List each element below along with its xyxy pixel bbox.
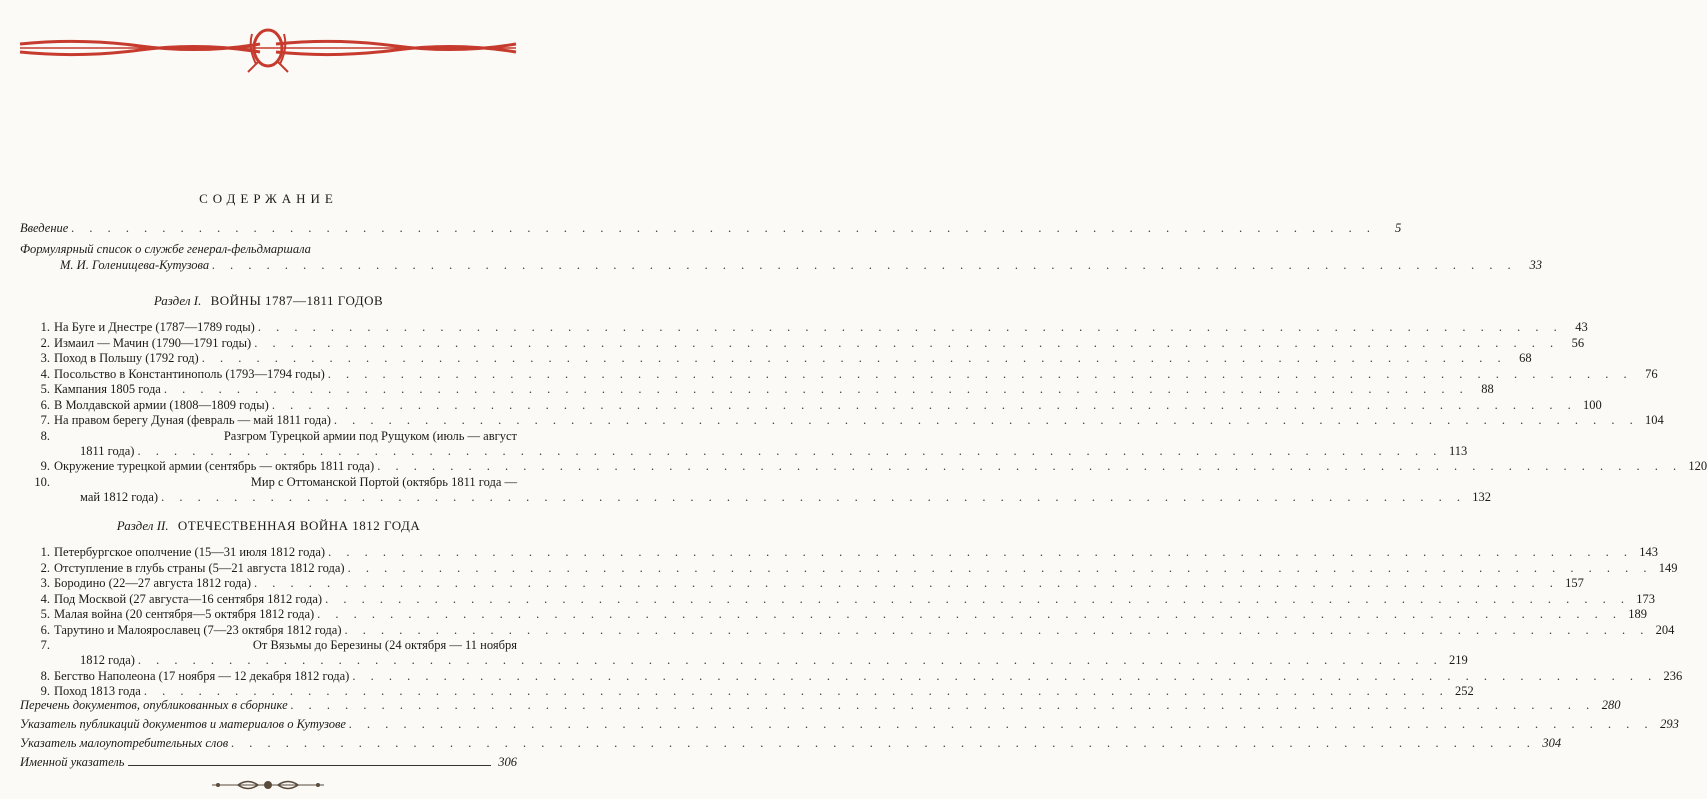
section-label: Раздел II. [116, 518, 169, 533]
entry-page-number: 149 [1658, 560, 1678, 575]
entry-number: 3. [40, 351, 50, 365]
entry-title: Отступление в глубь страны (5—21 августа 1812 года) [54, 560, 345, 575]
entry-page-number: 100 [1582, 397, 1602, 412]
entry-title: Указатель публикаций документов и материалов о Кутузове [20, 717, 346, 731]
dot-leader: . . . . . . . . . . . . . . . . . . . . . . . . . . . . . . . . . . . . . . . . . . . . . . . . . . . . . . . . . . . . . . . . . . . . . . . . [328, 545, 1633, 559]
toc-entry [20, 622, 1675, 638]
entry-number: 10. [34, 474, 50, 489]
section-title: ВОЙНЫ 1787—1811 ГОДОВ [210, 293, 384, 308]
entry-number: 7. [40, 413, 50, 427]
toc-entry [20, 637, 517, 653]
entry-page-number: 304 [1542, 736, 1562, 750]
entry-title: Бегство Наполеона (17 ноября — 12 декабря 1812 года) [54, 668, 350, 683]
toc-entry [20, 668, 1683, 684]
entry-number: 5. [40, 607, 50, 621]
entry-page-number: 104 [1645, 413, 1664, 427]
entry-title: В Молдавской армии (1808—1809 годы) [54, 397, 269, 412]
dot-leader: . . . . . . . . . . . . . . . . . . . . . . . . . . . . . . . . . . . . . . . . . . . . . . . . . . . . . . . . . . . . . . . . . . . . . . . . [348, 717, 1654, 731]
section-label: Раздел I. [153, 293, 202, 308]
toc-entry [20, 220, 1402, 236]
entry-title: Малая война (20 сентября—5 октября 1812 года) [54, 607, 315, 621]
dot-leader: . . . . . . . . . . . . . . . . . . . . . . . . . . . . . . . . . . . . . . . . . . . . . . . . . . . . . . . . . . . . . . . . . . . . . . . . [254, 576, 1559, 590]
toc-entry [20, 697, 1621, 713]
entry-title: Поход 1813 года [54, 684, 141, 698]
section-title: ОТЕЧЕСТВЕННАЯ ВОЙНА 1812 ГОДА [177, 518, 421, 533]
toc-entry [20, 716, 1679, 732]
toc-entry [20, 458, 1707, 474]
entry-page-number: 189 [1628, 607, 1648, 621]
dot-leader: . . . . . . . . . . . . . . . . . . . . . . . . . . . . . . . . . . . . . . . . . . . . . . . . . . . . . . . . . . . . . . . . . . . . . . . . [71, 221, 1377, 235]
toc-entry [20, 350, 1532, 366]
entry-page-number: 219 [1449, 653, 1468, 667]
dot-leader: . . . . . . . . . . . . . . . . . . . . . . . . . . . . . . . . . . . . . . . . . . . . . . . . . . . . . . . . . . . . . . . . . . . . . . . . [163, 382, 1469, 396]
entry-page-number: 88 [1481, 382, 1494, 396]
entry-page-number: 280 [1601, 698, 1621, 712]
toc-entry [20, 606, 1648, 622]
entry-title: М. И. Голенищева-Кутузова [60, 258, 210, 272]
toc-entry [20, 366, 1658, 382]
toc-entry [20, 241, 517, 257]
entry-page-number: 157 [1565, 576, 1584, 590]
entry-title: Измаил — Мачин (1790—1791 годы) [54, 335, 252, 350]
dot-leader: . . . . . . . . . . . . . . . . . . . . . . . . . . . . . . . . . . . . . . . . . . . . . . . . . . . . . . . . . . . . . . . . . . . . . . . . [344, 622, 1650, 637]
toc-entry-continuation [20, 443, 1468, 459]
entry-title: Мир с Оттоманской Портой (октябрь 1811 года — [250, 474, 517, 489]
dot-leader: . . . . . . . . . . . . . . . . . . . . . . . . . . . . . . . . . . . . . . . . . . . . . . . . . . . . . . . . . . . . . . . . . . . . . . . . [143, 684, 1449, 698]
toc-entry-continuation [20, 257, 1542, 273]
leader-line [128, 764, 491, 766]
entry-page-number: 33 [1529, 258, 1542, 272]
entry-page-number: 252 [1454, 684, 1474, 698]
entry-number: 5. [40, 382, 50, 396]
toc-entry [20, 381, 1494, 397]
entry-title: Указатель малоупотребительных слов [20, 736, 229, 750]
entry-title: Поход в Польшу (1792 год) [54, 351, 199, 365]
entry-number: 9. [40, 459, 50, 473]
dot-leader: . . . . . . . . . . . . . . . . . . . . . . . . . . . . . . . . . . . . . . . . . . . . . . . . . . . . . . . . . . . . . . . . . . . . . . . . [327, 366, 1633, 381]
entry-title: Петербургское ополчение (15—31 июля 1812 года) [54, 545, 326, 559]
entry-title: Посольство в Константинополь (1793—1794 годы) [54, 366, 325, 381]
entry-number: 8. [40, 668, 50, 683]
page-title: СОДЕРЖАНИЕ [199, 191, 338, 206]
toc-entry [20, 319, 1588, 335]
dot-leader: . . . . . . . . . . . . . . . . . . . . . . . . . . . . . . . . . . . . . . . . . . . . . . . . . . . . . . . . . . . . . . . . . . . . . . . . [254, 335, 1560, 350]
entry-number: 2. [40, 560, 50, 575]
toc-entry [20, 335, 1585, 351]
toc-entry [20, 428, 517, 444]
entry-page-number: 306 [498, 755, 517, 769]
entry-title: май 1812 года) [80, 489, 159, 504]
toc-entry [20, 591, 1655, 607]
entry-number: 6. [40, 397, 50, 412]
dot-leader: . . . . . . . . . . . . . . . . . . . . . . . . . . . . . . . . . . . . . . . . . . . . . . . . . . . . . . . . . . . . . . . . . . . . . . . . [271, 397, 1577, 412]
entry-title: 1812 года) [80, 653, 135, 667]
header-ribbon-ornament [20, 24, 516, 74]
entry-number: 3. [40, 576, 50, 590]
dot-leader: . . . . . . . . . . . . . . . . . . . . . . . . . . . . . . . . . . . . . . . . . . . . . . . . . . . . . . . . . . . . . . . . . . . . . . . . [257, 320, 1563, 334]
section-heading-1 [0, 293, 537, 309]
dot-leader: . . . . . . . . . . . . . . . . . . . . . . . . . . . . . . . . . . . . . . . . . . . . . . . . . . . . . . . . . . . . . . . . . . . . . . . . [201, 351, 1507, 365]
toc-entry [20, 544, 1658, 560]
entry-number: 1. [40, 545, 50, 559]
entry-title: Формулярный список о службе генерал-фельдмаршала [20, 242, 311, 256]
toc-entry [20, 397, 1602, 413]
dot-leader: . . . . . . . . . . . . . . . . . . . . . . . . . . . . . . . . . . . . . . . . . . . . . . . . . . . . . . . . . . . . . . . . . . . . . . . . [212, 258, 1517, 272]
entry-page-number: 143 [1639, 545, 1658, 559]
entry-number: 4. [40, 591, 50, 606]
entry-page-number: 76 [1645, 366, 1658, 381]
entry-page-number: 120 [1688, 459, 1707, 473]
dot-leader: . . . . . . . . . . . . . . . . . . . . . . . . . . . . . . . . . . . . . . . . . . . . . . . . . . . . . . . . . . . . . . . . . . . . . . . . [347, 560, 1653, 575]
dot-leader: . . . . . . . . . . . . . . . . . . . . . . . . . . . . . . . . . . . . . . . . . . . . . . . . . . . . . . . . . . . . . . . . . . . . . . . . [137, 443, 1443, 458]
toc-entry [20, 735, 1562, 751]
dot-leader: . . . . . . . . . . . . . . . . . . . . . . . . . . . . . . . . . . . . . . . . . . . . . . . . . . . . . . . . . . . . . . . . . . . . . . . . [290, 698, 1596, 712]
entry-number: 7. [40, 638, 50, 652]
dot-leader: . . . . . . . . . . . . . . . . . . . . . . . . . . . . . . . . . . . . . . . . . . . . . . . . . . . . . . . . . . . . . . . . . . . . . . . . [352, 668, 1658, 683]
entry-title: Разгром Турецкой армии под Рущуком (июль — август [223, 428, 517, 443]
entry-title: Окружение турецкой армии (сентябрь — октябрь 1811 года) [54, 459, 375, 473]
entry-page-number: 293 [1660, 717, 1679, 731]
dot-leader: . . . . . . . . . . . . . . . . . . . . . . . . . . . . . . . . . . . . . . . . . . . . . . . . . . . . . . . . . . . . . . . . . . . . . . . . [161, 489, 1466, 504]
footer-ornament [208, 776, 328, 794]
entry-title: Под Москвой (27 августа—16 сентября 1812 года) [54, 591, 323, 606]
entry-page-number: 68 [1519, 351, 1532, 365]
toc-entry [20, 474, 517, 490]
entry-title: Введение [20, 221, 69, 235]
entry-page-number: 43 [1575, 320, 1588, 334]
entry-number: 6. [40, 622, 50, 637]
entry-number: 9. [40, 684, 50, 698]
toc-entry-continuation [20, 652, 1468, 668]
toc-entry [20, 754, 517, 770]
entry-page-number: 132 [1472, 489, 1491, 504]
entry-number: 1. [40, 320, 50, 334]
entry-title: На Буге и Днестре (1787—1789 годы) [54, 320, 255, 334]
toc-entry [20, 412, 1664, 428]
entry-title: Бородино (22—27 августа 1812 года) [54, 576, 252, 590]
entry-page-number: 56 [1571, 335, 1585, 350]
entry-number: 2. [40, 335, 50, 350]
entry-title: Тарутино и Малоярославец (7—23 октября 1812 года) [54, 622, 342, 637]
dot-leader: . . . . . . . . . . . . . . . . . . . . . . . . . . . . . . . . . . . . . . . . . . . . . . . . . . . . . . . . . . . . . . . . . . . . . . . . [231, 736, 1537, 750]
entry-title: 1811 года) [80, 443, 135, 458]
entry-title: На правом берегу Дуная (февраль — май 1811 года) [54, 413, 331, 427]
dot-leader: . . . . . . . . . . . . . . . . . . . . . . . . . . . . . . . . . . . . . . . . . . . . . . . . . . . . . . . . . . . . . . . . . . . . . . . . [325, 591, 1630, 606]
entry-page-number: 5 [1394, 221, 1402, 235]
entry-page-number: 173 [1636, 591, 1655, 606]
toc-entry [20, 575, 1584, 591]
entry-title: От Вязьмы до Березины (24 октября — 11 ноября [252, 638, 517, 652]
dot-leader: . . . . . . . . . . . . . . . . . . . . . . . . . . . . . . . . . . . . . . . . . . . . . . . . . . . . . . . . . . . . . . . . . . . . . . . . [377, 459, 1683, 473]
section-heading-2 [0, 518, 537, 534]
entry-title: Кампания 1805 года [54, 382, 161, 396]
toc-entry-continuation [20, 489, 1491, 505]
entry-page-number: 113 [1449, 443, 1468, 458]
dot-leader: . . . . . . . . . . . . . . . . . . . . . . . . . . . . . . . . . . . . . . . . . . . . . . . . . . . . . . . . . . . . . . . . . . . . . . . . [333, 413, 1639, 427]
toc-entry [20, 560, 1678, 576]
entry-number: 4. [40, 366, 50, 381]
entry-number: 8. [40, 428, 50, 443]
entry-title: Именной указатель [20, 755, 125, 769]
dot-leader: . . . . . . . . . . . . . . . . . . . . . . . . . . . . . . . . . . . . . . . . . . . . . . . . . . . . . . . . . . . . . . . . . . . . . . . . [317, 607, 1623, 621]
entry-title: Перечень документов, опубликованных в сборнике [20, 698, 288, 712]
entry-page-number: 236 [1663, 668, 1683, 683]
entry-page-number: 204 [1655, 622, 1675, 637]
dot-leader: . . . . . . . . . . . . . . . . . . . . . . . . . . . . . . . . . . . . . . . . . . . . . . . . . . . . . . . . . . . . . . . . . . . . . . . . [137, 653, 1443, 667]
